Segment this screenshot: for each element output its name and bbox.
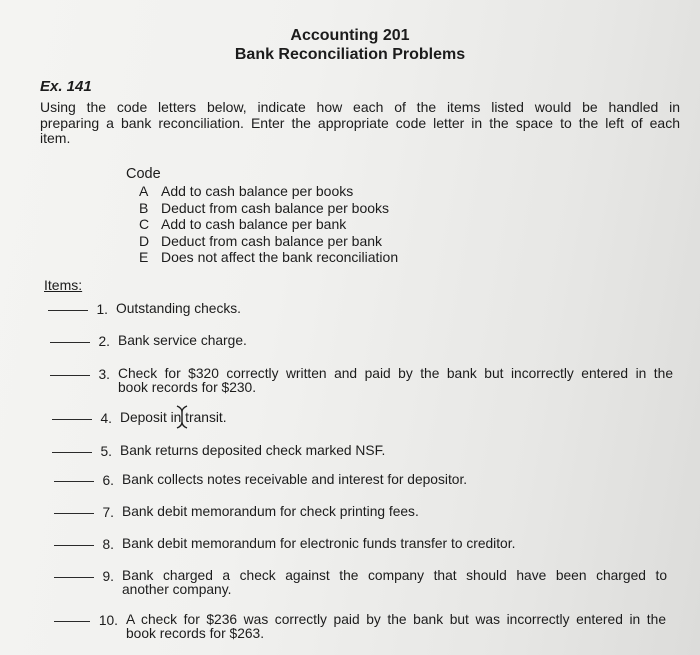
list-item xyxy=(54,569,667,597)
answer-blank[interactable] xyxy=(52,411,92,420)
instructions xyxy=(40,100,680,147)
item-text: Bank returns deposited check marked NSF. xyxy=(120,443,386,458)
item-number: 8. xyxy=(102,537,114,552)
list-item xyxy=(50,334,247,349)
item-text: Outstanding checks. xyxy=(116,301,242,316)
code-description: Add to cash balance per books xyxy=(161,183,354,199)
course-title: Accounting 201 xyxy=(290,27,410,44)
list-item xyxy=(52,411,227,426)
answer-blank[interactable] xyxy=(48,302,88,311)
code-row xyxy=(139,200,398,217)
items-label: Items: xyxy=(44,277,83,293)
item-text: Deposit in transit. xyxy=(120,410,227,425)
item-text xyxy=(126,613,666,641)
item-number: 7. xyxy=(102,505,114,520)
code-description: Add to cash balance per bank xyxy=(161,216,347,232)
code-row xyxy=(139,249,398,266)
item-text-line: A check for $236 was correctly paid by the bank but was incorrectly entered in the xyxy=(126,612,666,627)
item-text: Bank debit memorandum for electronic funds transfer to creditor. xyxy=(122,536,516,551)
code-row xyxy=(139,216,398,233)
item-text: Bank service charge. xyxy=(118,333,247,348)
instructions-line: item. xyxy=(40,130,71,146)
code-description: Deduct from cash balance per books xyxy=(161,199,390,216)
instructions-line: preparing a bank reconciliation. Enter the appropriate code letter in the space to the left of each xyxy=(40,114,680,131)
item-text xyxy=(122,569,667,597)
list-item xyxy=(52,444,385,459)
item-text: Bank collects notes receivable and interest for depositor. xyxy=(122,472,468,487)
page-subtitle: Bank Reconciliation Problems xyxy=(234,46,466,63)
code-row xyxy=(139,233,398,250)
item-text-line: Check for $320 correctly written and paid by the bank but incorrectly entered in the xyxy=(118,366,673,381)
item-number: 10. xyxy=(98,613,118,628)
code-letter: A xyxy=(139,183,149,199)
exercise-label: Ex. 141 xyxy=(40,78,92,95)
list-item xyxy=(54,537,515,552)
answer-blank[interactable] xyxy=(54,505,94,514)
answer-blank[interactable] xyxy=(54,473,94,482)
code-legend xyxy=(139,183,398,266)
item-number: 2. xyxy=(98,334,110,349)
answer-blank[interactable] xyxy=(54,537,94,546)
list-item xyxy=(54,473,467,488)
list-item xyxy=(54,505,419,520)
item-text-line: book records for $230. xyxy=(118,380,257,395)
code-letter: D xyxy=(139,232,150,249)
code-description: Does not affect the bank reconciliation xyxy=(161,249,399,265)
answer-blank[interactable] xyxy=(54,569,94,578)
code-letter: B xyxy=(139,199,149,216)
answer-blank[interactable] xyxy=(50,334,90,343)
list-item xyxy=(50,367,673,395)
code-letter: C xyxy=(139,216,150,232)
item-text: Bank debit memorandum for check printing fees. xyxy=(122,504,419,519)
item-number: 1. xyxy=(96,302,108,317)
answer-blank[interactable] xyxy=(52,444,92,453)
code-description: Deduct from cash balance per bank xyxy=(161,232,383,249)
code-row xyxy=(139,183,398,200)
item-text xyxy=(118,367,673,395)
instructions-line: Using the code letters below, indicate how each of the items listed would be handled in xyxy=(40,99,680,115)
item-number: 4. xyxy=(100,411,112,426)
code-heading: Code xyxy=(126,166,161,182)
item-number: 6. xyxy=(102,473,114,488)
item-text-line: another company. xyxy=(122,582,232,597)
answer-blank[interactable] xyxy=(54,613,90,622)
item-number: 3. xyxy=(98,367,110,382)
answer-blank[interactable] xyxy=(50,367,90,376)
item-number: 5. xyxy=(100,444,112,459)
item-text-line: Bank charged a check against the company that should have been charged to xyxy=(122,568,667,583)
item-number: 9. xyxy=(102,569,114,584)
list-item xyxy=(54,613,666,641)
code-letter: E xyxy=(139,249,149,265)
list-item xyxy=(48,302,241,317)
item-text-line: book records for $263. xyxy=(126,626,265,641)
